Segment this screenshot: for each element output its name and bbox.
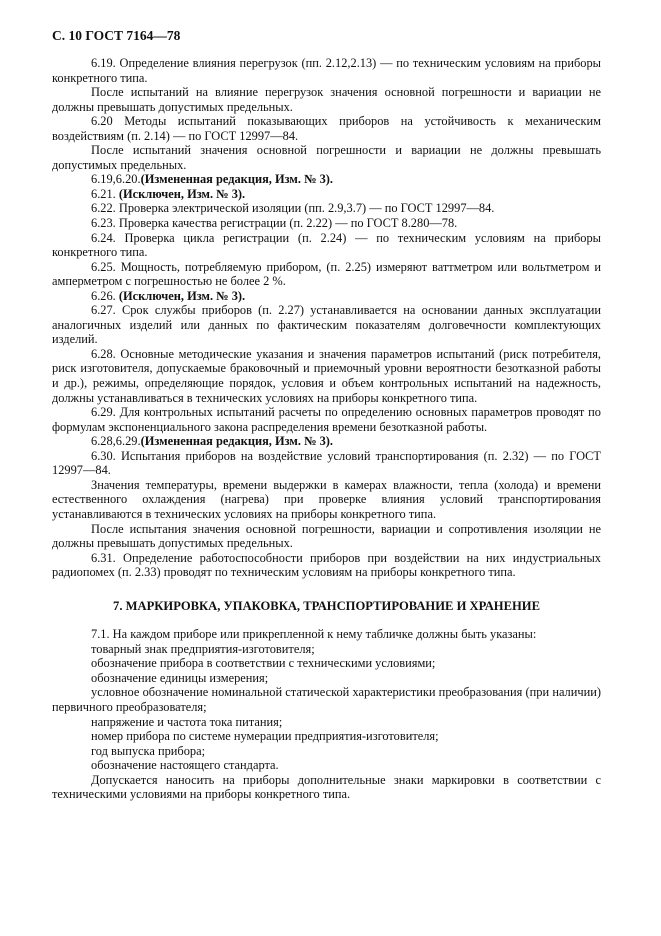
clause-number: 6.26. (91, 288, 119, 303)
paragraph: 6.27. Срок службы приборов (п. 2.27) устанавливается на основании данных эксплуатации аналогичных изделий или данных по фактическим показателям долговечности комплектующих изделий. (52, 303, 601, 347)
section-6-continued (52, 56, 601, 580)
paragraph: Допускается наносить на приборы дополнительные знаки маркировки в соответствии с техническими условиями на приборы конкретного типа. (52, 772, 601, 802)
paragraph: условное обозначение номинальной статической характеристики преобразования (при наличии) первичного преобразователя; (52, 685, 601, 714)
document-body (52, 56, 601, 802)
section-title: 7. МАРКИРОВКА, УПАКОВКА, ТРАНСПОРТИРОВАНИЕ И ХРАНЕНИЕ (113, 598, 540, 613)
clause-number: 6.28,6.29. (91, 434, 141, 449)
amendment-note: (Измененная редакция, Изм. № 3). (140, 172, 334, 187)
paragraph (52, 172, 601, 187)
paragraph: После испытаний значения основной погрешности и вариации не должны превышать допустимых предельных. (52, 143, 601, 172)
paragraph: Значения температуры, времени выдержки в камерах влажности, тепла (холода) и времени естественного охлаждения (нагрева) при проверке влияния условий транспортирования устанавливаются в технических условиях на приборы конкретного типа. (52, 477, 601, 521)
paragraph: После испытаний на влияние перегрузок значения основной погрешности и вариации не должны превышать допустимых предельных. (52, 85, 601, 114)
paragraph: обозначение единицы измерения; (91, 670, 269, 685)
paragraph (52, 289, 601, 304)
paragraph: обозначение настоящего стандарта. (91, 758, 279, 773)
page-header: С. 10 ГОСТ 7164—78 (52, 28, 181, 43)
amendment-note: (Исключен, Изм. № 3). (118, 186, 246, 201)
paragraph: 6.25. Мощность, потребляемую прибором, (п. 2.25) измеряют ваттметром или вольтметром и амперметром с погрешностью не более 2 %. (52, 259, 601, 289)
paragraph: 6.19. Определение влияния перегрузок (пп. 2.12,2.13) — по техническим условиям на приборы конкретного типа. (52, 56, 601, 85)
paragraph: 6.20 Методы испытаний показывающих приборов на устойчивость к механическим воздействиям (п. 2.14) — по ГОСТ 12997—84. (52, 114, 601, 143)
section-7 (52, 627, 601, 802)
paragraph: 6.24. Проверка цикла регистрации (п. 2.24) — по техническим условиям на приборы конкретного типа. (52, 230, 601, 260)
paragraph: номер прибора по системе нумерации предприятия-изготовителя; (91, 729, 439, 744)
paragraph: напряжение и частота тока питания; (91, 714, 283, 729)
paragraph: 6.23. Проверка качества регистрации (п. 2.22) — по ГОСТ 8.280—78. (91, 216, 458, 231)
paragraph: год выпуска прибора; (91, 743, 206, 758)
paragraph (52, 187, 601, 202)
paragraph: 6.22. Проверка электрической изоляции (пп. 2.9,3.7) — по ГОСТ 12997—84. (91, 201, 495, 216)
paragraph: 6.30. Испытания приборов на воздействие условий транспортирования (п. 2.32) — по ГОСТ 12997—84. (52, 448, 601, 478)
clause-number: 6.21. (91, 186, 119, 201)
paragraph (52, 434, 601, 449)
paragraph: 7.1. На каждом приборе или прикрепленной к нему табличке должны быть указаны: (91, 627, 537, 642)
paragraph: 6.28. Основные методические указания и значения параметров испытаний (риск потребителя, риск изготовителя, допускаемые браковочный и приемочный уровни вероятности безотказной работы и др.), режимы, определяющие порядок, условия и объем контрольных испытаний на надежность, должны устанавливаться в технических условиях на приборы конкретного типа. (52, 346, 601, 405)
paragraph: 6.29. Для контрольных испытаний расчеты по определению основных параметров проводят по формулам экспоненциального закона распределения времени безотказной работы. (52, 405, 601, 434)
paragraph: 6.31. Определение работоспособности приборов при воздействии на них индустриальных радиопомех (п. 2.33) проводят по техническим условиям на приборы конкретного типа. (52, 550, 601, 580)
amendment-note: (Исключен, Изм. № 3). (118, 288, 246, 303)
paragraph: товарный знак предприятия-изготовителя; (91, 641, 315, 656)
amendment-note: (Измененная редакция, Изм. № 3). (140, 434, 334, 449)
paragraph: После испытания значения основной погрешности, вариации и сопротивления изоляции не должны превышать допустимых предельных. (52, 521, 601, 551)
clause-number: 6.19,6.20. (91, 172, 141, 187)
paragraph: обозначение прибора в соответствии с техническими условиями; (91, 656, 436, 671)
